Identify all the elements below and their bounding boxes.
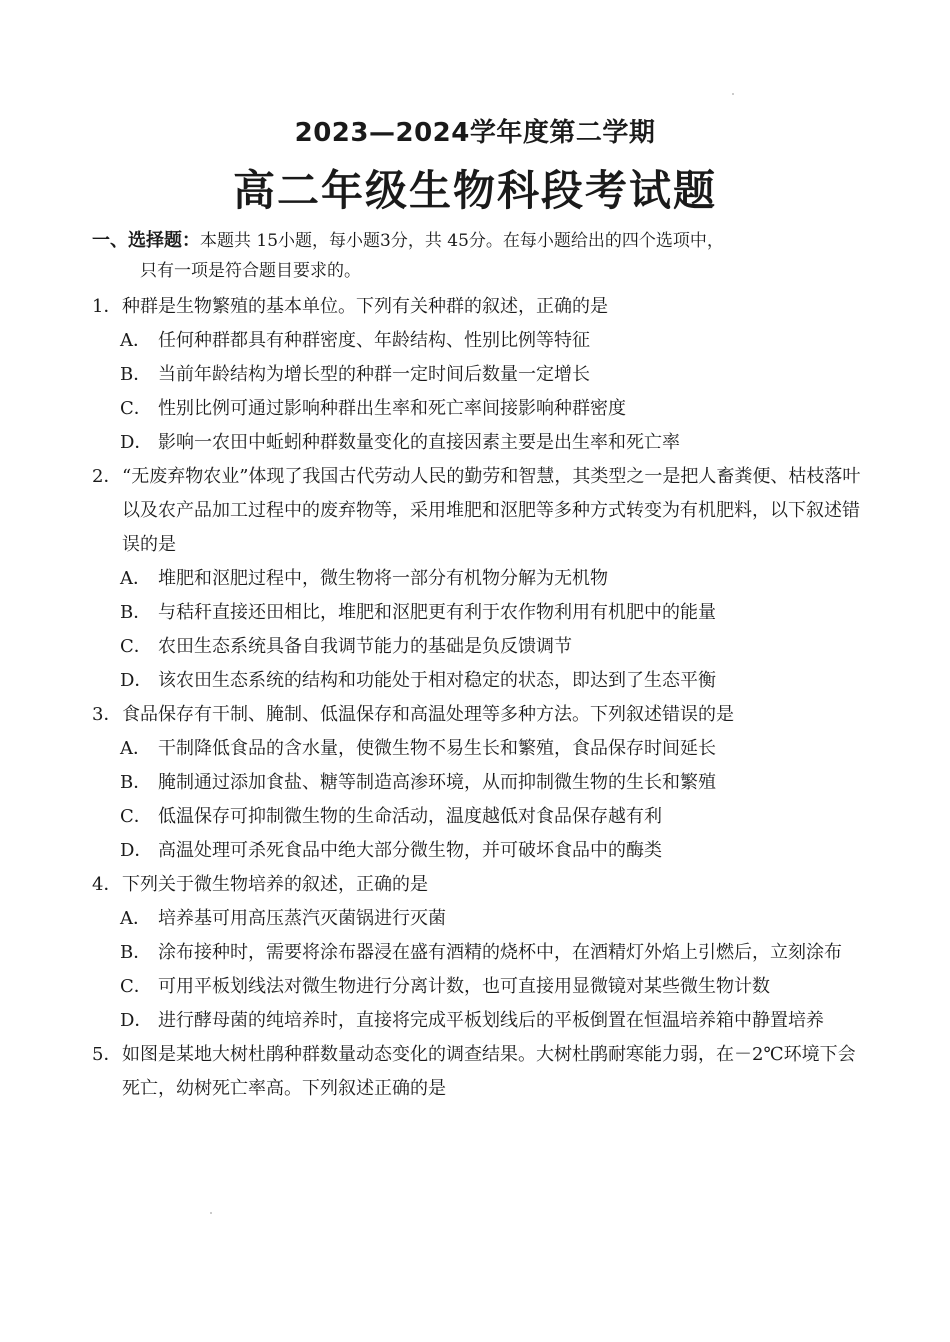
option-b bbox=[92, 358, 862, 392]
option-c bbox=[92, 800, 862, 834]
option-text: 农田生态系统具备自我调节能力的基础是负反馈调节 bbox=[158, 636, 572, 657]
question-number: 4． bbox=[92, 874, 122, 895]
question-list bbox=[92, 290, 862, 1106]
option-text: 高温处理可杀死食品中绝大部分微生物，并可破坏食品中的酶类 bbox=[158, 840, 662, 861]
option-letter: C． bbox=[120, 636, 152, 657]
question-text: 种群是生物繁殖的基本单位。下列有关种群的叙述，正确的是 bbox=[122, 296, 608, 317]
option-d bbox=[92, 664, 862, 698]
question-stem bbox=[92, 460, 862, 562]
option-letter: A． bbox=[120, 568, 151, 589]
question-stem bbox=[92, 698, 862, 732]
option-letter: B． bbox=[120, 602, 152, 623]
question-1 bbox=[92, 290, 862, 460]
section-title: 一、选择题： bbox=[92, 230, 200, 251]
option-text: 涂布接种时，需要将涂布器浸在盛有酒精的烧杯中，在酒精灯外焰上引燃后，立刻涂布 bbox=[158, 942, 842, 963]
option-c bbox=[92, 392, 862, 426]
option-a bbox=[92, 902, 862, 936]
question-number: 1． bbox=[92, 296, 122, 317]
option-a bbox=[92, 562, 862, 596]
option-letter: B． bbox=[120, 364, 152, 385]
section-heading bbox=[92, 226, 862, 286]
question-2 bbox=[92, 460, 862, 698]
option-letter: C． bbox=[120, 398, 152, 419]
option-letter: B． bbox=[120, 772, 152, 793]
question-number: 2． bbox=[92, 466, 122, 487]
section-instruction-continued: 只有一项是符合题目要求的。 bbox=[140, 261, 361, 281]
option-b bbox=[92, 766, 862, 800]
exam-title: 高二年级生物科段考试题 bbox=[232, 166, 717, 215]
option-letter: C． bbox=[120, 806, 152, 827]
option-text: 该农田生态系统的结构和功能处于相对稳定的状态，即达到了生态平衡 bbox=[158, 670, 716, 691]
question-number: 5． bbox=[92, 1044, 122, 1065]
question-stem bbox=[92, 868, 862, 902]
question-text: “无废弃物农业”体现了我国古代劳动人民的勤劳和智慧，其类型之一是把人畜粪便、枯枝落叶以及农产品加工过程中的废弃物等，采用堆肥和沤肥等多种方式转变为有机肥料，以下叙述错误的是 bbox=[122, 466, 861, 555]
option-text: 进行酵母菌的纯培养时，直接将完成平板划线后的平板倒置在恒温培养箱中静置培养 bbox=[158, 1010, 824, 1031]
question-stem bbox=[92, 290, 862, 324]
option-a bbox=[92, 732, 862, 766]
question-text: 食品保存有干制、腌制、低温保存和高温处理等多种方法。下列叙述错误的是 bbox=[122, 704, 734, 725]
scan-speck bbox=[210, 1212, 212, 1214]
option-text: 任何种群都具有种群密度、年龄结构、性别比例等特征 bbox=[158, 330, 590, 351]
option-b bbox=[92, 596, 862, 630]
option-letter: A． bbox=[120, 908, 151, 929]
question-text: 下列关于微生物培养的叙述，正确的是 bbox=[122, 874, 428, 895]
option-d bbox=[92, 426, 862, 460]
option-c bbox=[92, 970, 862, 1004]
option-letter: D． bbox=[120, 670, 153, 691]
option-letter: A． bbox=[120, 738, 151, 759]
option-letter: D． bbox=[120, 840, 153, 861]
section-instruction: 本题共 15小题，每小题3分，共 45分。在每小题给出的四个选项中， bbox=[200, 231, 724, 251]
option-text: 当前年龄结构为增长型的种群一定时间后数量一定增长 bbox=[158, 364, 590, 385]
question-stem bbox=[92, 1038, 862, 1106]
option-letter: D． bbox=[120, 1010, 153, 1031]
option-letter: C． bbox=[120, 976, 152, 997]
scan-speck bbox=[732, 93, 734, 95]
option-c bbox=[92, 630, 862, 664]
option-a bbox=[92, 324, 862, 358]
option-letter: B． bbox=[120, 942, 152, 963]
option-text: 堆肥和沤肥过程中，微生物将一部分有机物分解为无机物 bbox=[158, 568, 608, 589]
option-text: 性别比例可通过影响种群出生率和死亡率间接影响种群密度 bbox=[158, 398, 626, 419]
question-4 bbox=[92, 868, 862, 1038]
option-b bbox=[92, 936, 862, 970]
option-text: 干制降低食品的含水量，使微生物不易生长和繁殖，食品保存时间延长 bbox=[158, 738, 716, 759]
option-letter: D． bbox=[120, 432, 153, 453]
option-text: 腌制通过添加食盐、糖等制造高渗环境，从而抑制微生物的生长和繁殖 bbox=[158, 772, 716, 793]
question-number: 3． bbox=[92, 704, 122, 725]
option-text: 可用平板划线法对微生物进行分离计数，也可直接用显微镜对某些微生物计数 bbox=[158, 976, 770, 997]
question-3 bbox=[92, 698, 862, 868]
option-text: 低温保存可抑制微生物的生命活动，温度越低对食品保存越有利 bbox=[158, 806, 662, 827]
option-text: 培养基可用高压蒸汽灭菌锅进行灭菌 bbox=[158, 908, 446, 929]
term-line: 2023—2024学年度第二学期 bbox=[294, 118, 656, 148]
option-text: 与秸秆直接还田相比，堆肥和沤肥更有利于农作物利用有机肥中的能量 bbox=[158, 602, 716, 623]
option-d bbox=[92, 1004, 862, 1038]
question-5 bbox=[92, 1038, 862, 1106]
option-d bbox=[92, 834, 862, 868]
question-text: 如图是某地大树杜鹃种群数量动态变化的调查结果。大树杜鹃耐寒能力弱，在－2℃环境下会死亡，幼树死亡率高。下列叙述正确的是 bbox=[122, 1044, 856, 1099]
option-text: 影响一农田中蚯蚓种群数量变化的直接因素主要是出生率和死亡率 bbox=[158, 432, 680, 453]
option-letter: A． bbox=[120, 330, 151, 351]
